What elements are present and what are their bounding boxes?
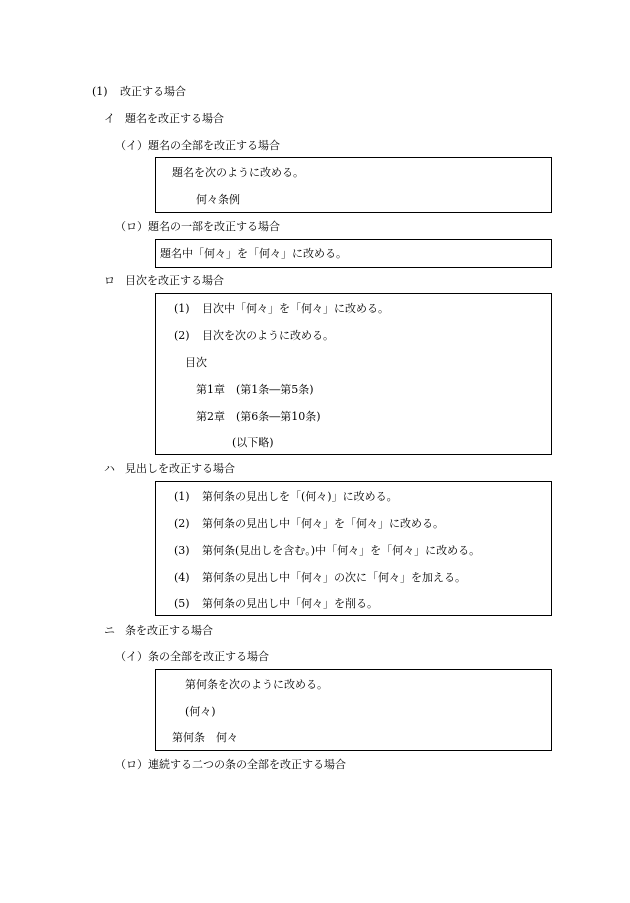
section-i-label: 題名を改正する場合 xyxy=(125,112,224,125)
section-ro-label: 目次を改正する場合 xyxy=(125,274,224,287)
example-line: 第何条の見出し中「何々」を削る。 xyxy=(202,597,378,610)
example-line: 何々条例 xyxy=(196,193,240,206)
example-box-title-full xyxy=(155,157,552,213)
example-line: 第何条(見出しを含む。)中「何々」を「何々」に改める。 xyxy=(202,544,481,557)
section-ha-number: ハ xyxy=(104,462,115,475)
example-box-article xyxy=(155,669,552,751)
section-i-number: イ xyxy=(104,112,115,125)
item-number: (1) xyxy=(174,302,190,315)
example-line: 目次中「何々」を「何々」に改める。 xyxy=(202,302,389,315)
item-number: (4) xyxy=(174,571,190,584)
subsection-ni1-number: （イ） xyxy=(115,650,148,663)
example-box-toc xyxy=(155,293,552,455)
item-number: (3) xyxy=(174,544,190,557)
section-ha-label: 見出しを改正する場合 xyxy=(125,462,235,475)
example-line: 第何条の見出しを「(何々)」に改める。 xyxy=(202,490,398,503)
subsection-ni2-label: 連続する二つの条の全部を改正する場合 xyxy=(148,758,346,771)
section-ni-label: 条を改正する場合 xyxy=(125,624,213,637)
example-box-headings xyxy=(155,481,552,616)
heading-label: 改正する場合 xyxy=(120,85,186,98)
example-box-title-partial xyxy=(155,239,552,268)
heading-number: (1) xyxy=(92,85,108,98)
toc-omission: (以下略) xyxy=(232,436,274,449)
example-line: (何々) xyxy=(185,705,216,718)
section-ro-number: ロ xyxy=(104,274,115,287)
section-ni-number: ニ xyxy=(104,624,115,637)
subsection-ni2-number: （ロ） xyxy=(115,758,148,771)
subsection-i1-label: 題名の全部を改正する場合 xyxy=(148,139,280,152)
example-line: 第何条の見出し中「何々」の次に「何々」を加える。 xyxy=(202,571,466,584)
toc-chapter: 第2章 (第6条―第10条) xyxy=(196,410,321,423)
item-number: (2) xyxy=(174,517,190,530)
item-number: (2) xyxy=(174,329,190,342)
subsection-i1-number: （イ） xyxy=(115,139,148,152)
subsection-i2-label: 題名の一部を改正する場合 xyxy=(148,220,280,233)
example-line: 題名中「何々」を「何々」に改める。 xyxy=(160,247,347,260)
toc-title: 目次 xyxy=(185,356,207,369)
example-line: 題名を次のように改める。 xyxy=(172,166,304,179)
subsection-i2-number: （ロ） xyxy=(115,220,148,233)
example-line: 第何条の見出し中「何々」を「何々」に改める。 xyxy=(202,517,444,530)
item-number: (5) xyxy=(174,597,190,610)
subsection-ni1-label: 条の全部を改正する場合 xyxy=(148,650,269,663)
example-line: 目次を次のように改める。 xyxy=(202,329,334,342)
example-line: 第何条 何々 xyxy=(172,731,238,744)
item-number: (1) xyxy=(174,490,190,503)
toc-chapter: 第1章 (第1条―第5条) xyxy=(196,383,314,396)
example-line: 第何条を次のように改める。 xyxy=(185,678,328,691)
